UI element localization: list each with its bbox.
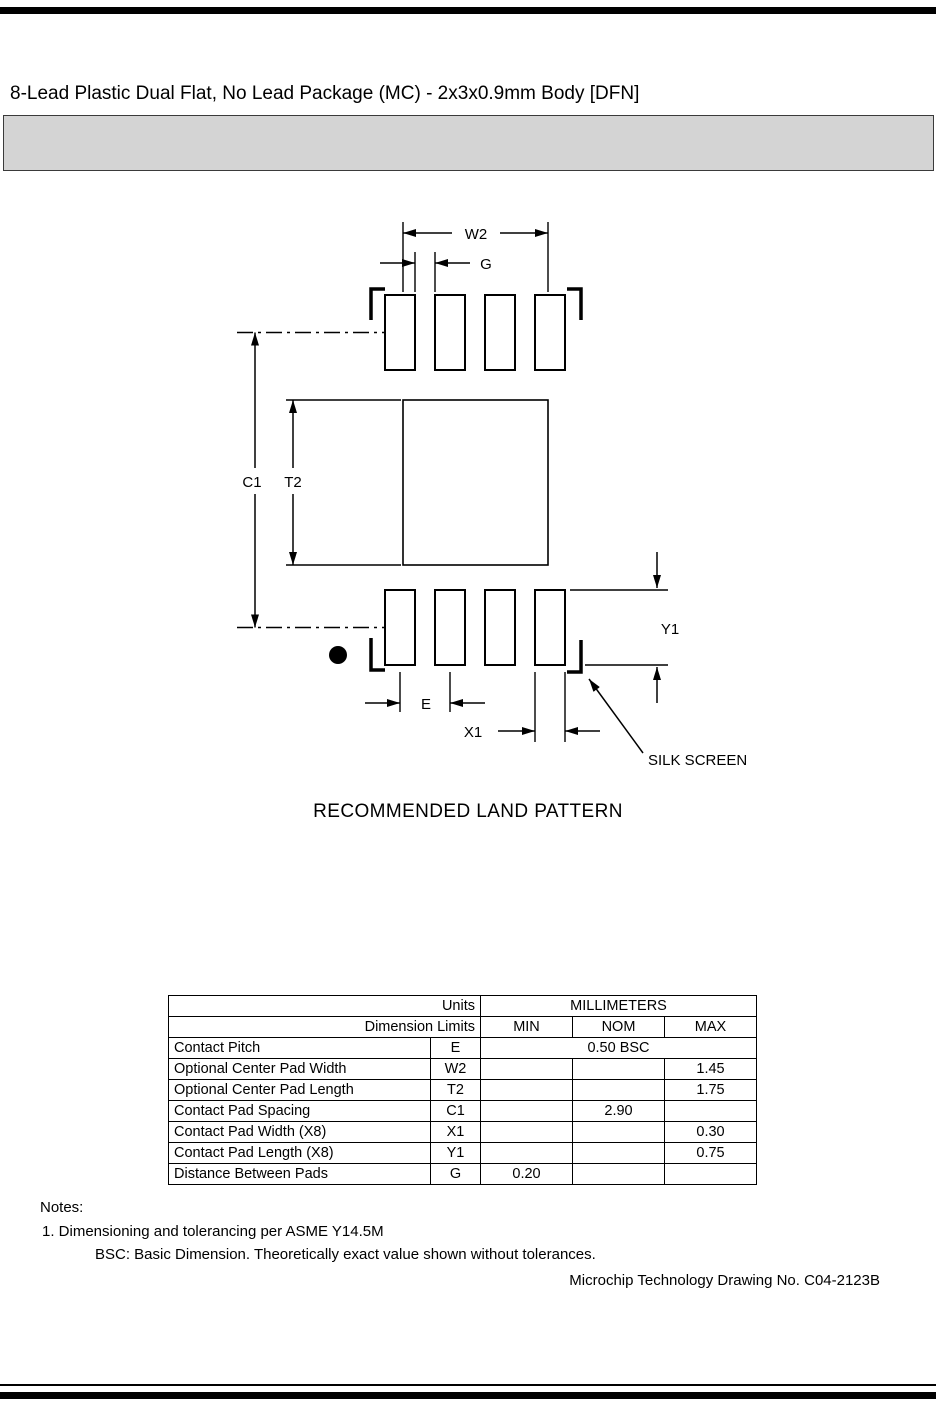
units-value: MILLIMETERS [481,996,757,1017]
table-row [169,1080,757,1101]
cell-max: 0.75 [665,1143,757,1164]
cell-name: Contact Pad Length (X8) [169,1143,431,1164]
pad-bottom-1 [385,590,415,665]
cell-max [665,1164,757,1185]
pad-bottom-3 [485,590,515,665]
table-row [169,1143,757,1164]
cell-nom [573,1143,665,1164]
silk-screen-leader-arrow [589,679,643,753]
dim-label-w2: W2 [464,226,488,243]
cell-symbol: W2 [431,1059,481,1080]
dim-label-t2: T2 [284,474,302,491]
drawing-number: Microchip Technology Drawing No. C04-2123B [569,1272,880,1289]
pad-bottom-2 [435,590,465,665]
dim-label-x1: X1 [463,724,483,741]
bracket-top-right [567,289,581,320]
cell-min [481,1101,573,1122]
bracket-bottom-left [371,638,385,670]
cell-value: 0.50 BSC [481,1038,757,1059]
cell-max: 0.30 [665,1122,757,1143]
bracket-top-left [371,289,385,320]
cell-name: Distance Between Pads [169,1164,431,1185]
cell-min [481,1059,573,1080]
bottom-thin-rule [0,1384,936,1386]
col-header-nom: NOM [573,1017,665,1038]
pad-bottom-4 [535,590,565,665]
col-header-min: MIN [481,1017,573,1038]
col-header-max: MAX [665,1017,757,1038]
table-row [169,1101,757,1122]
pad-top-3 [485,295,515,370]
cell-min [481,1143,573,1164]
cell-symbol: X1 [431,1122,481,1143]
cell-max: 1.75 [665,1080,757,1101]
bottom-thick-rule [0,1392,936,1399]
page-title: 8-Lead Plastic Dual Flat, No Lead Package (MC) - 2x3x0.9mm Body [DFN] [10,83,640,104]
drawing-caption: RECOMMENDED LAND PATTERN [313,801,623,822]
note-1-sub: BSC: Basic Dimension. Theoretically exact value shown without tolerances. [95,1246,596,1263]
dim-label-y1: Y1 [660,621,680,638]
table-row [169,1164,757,1185]
cell-min [481,1122,573,1143]
pad-top-4 [535,295,565,370]
pad-top-1 [385,295,415,370]
pad-top-2 [435,295,465,370]
cell-max: 1.45 [665,1059,757,1080]
dimension-limits-label: Dimension Limits [169,1017,481,1038]
cell-nom [573,1080,665,1101]
pin1-indicator-dot [329,646,347,664]
cell-name: Contact Pad Width (X8) [169,1122,431,1143]
bracket-bottom-right [567,640,581,672]
cell-nom: 2.90 [573,1101,665,1122]
land-pattern-drawing [0,200,936,845]
cell-nom [573,1164,665,1185]
contact-pads [385,295,565,665]
dim-label-g: G [480,256,492,273]
header-banner [3,115,934,171]
center-pad [403,400,548,565]
dim-label-e: E [420,696,432,713]
cell-name: Optional Center Pad Length [169,1080,431,1101]
note-1: 1. Dimensioning and tolerancing per ASME Y14.5M [42,1223,384,1240]
cell-min: 0.20 [481,1164,573,1185]
cell-symbol: Y1 [431,1143,481,1164]
table-row [169,1122,757,1143]
silk-screen-label: SILK SCREEN [648,752,748,769]
cell-nom [573,1122,665,1143]
table-row [169,1038,757,1059]
units-label: Units [169,996,481,1017]
cell-min [481,1080,573,1101]
cell-name: Contact Pad Spacing [169,1101,431,1122]
cell-nom [573,1059,665,1080]
cell-symbol: E [431,1038,481,1059]
cell-symbol: G [431,1164,481,1185]
table-header-row-limits [169,1017,757,1038]
cell-name: Contact Pitch [169,1038,431,1059]
extension-lines [286,222,668,742]
cell-symbol: C1 [431,1101,481,1122]
cell-symbol: T2 [431,1080,481,1101]
cell-max [665,1101,757,1122]
dimension-table [168,995,757,1185]
table-header-row-units [169,996,757,1017]
table-row [169,1059,757,1080]
top-rule [0,7,936,14]
dim-label-c1: C1 [242,474,262,491]
notes-heading: Notes: [40,1199,84,1216]
cell-name: Optional Center Pad Width [169,1059,431,1080]
